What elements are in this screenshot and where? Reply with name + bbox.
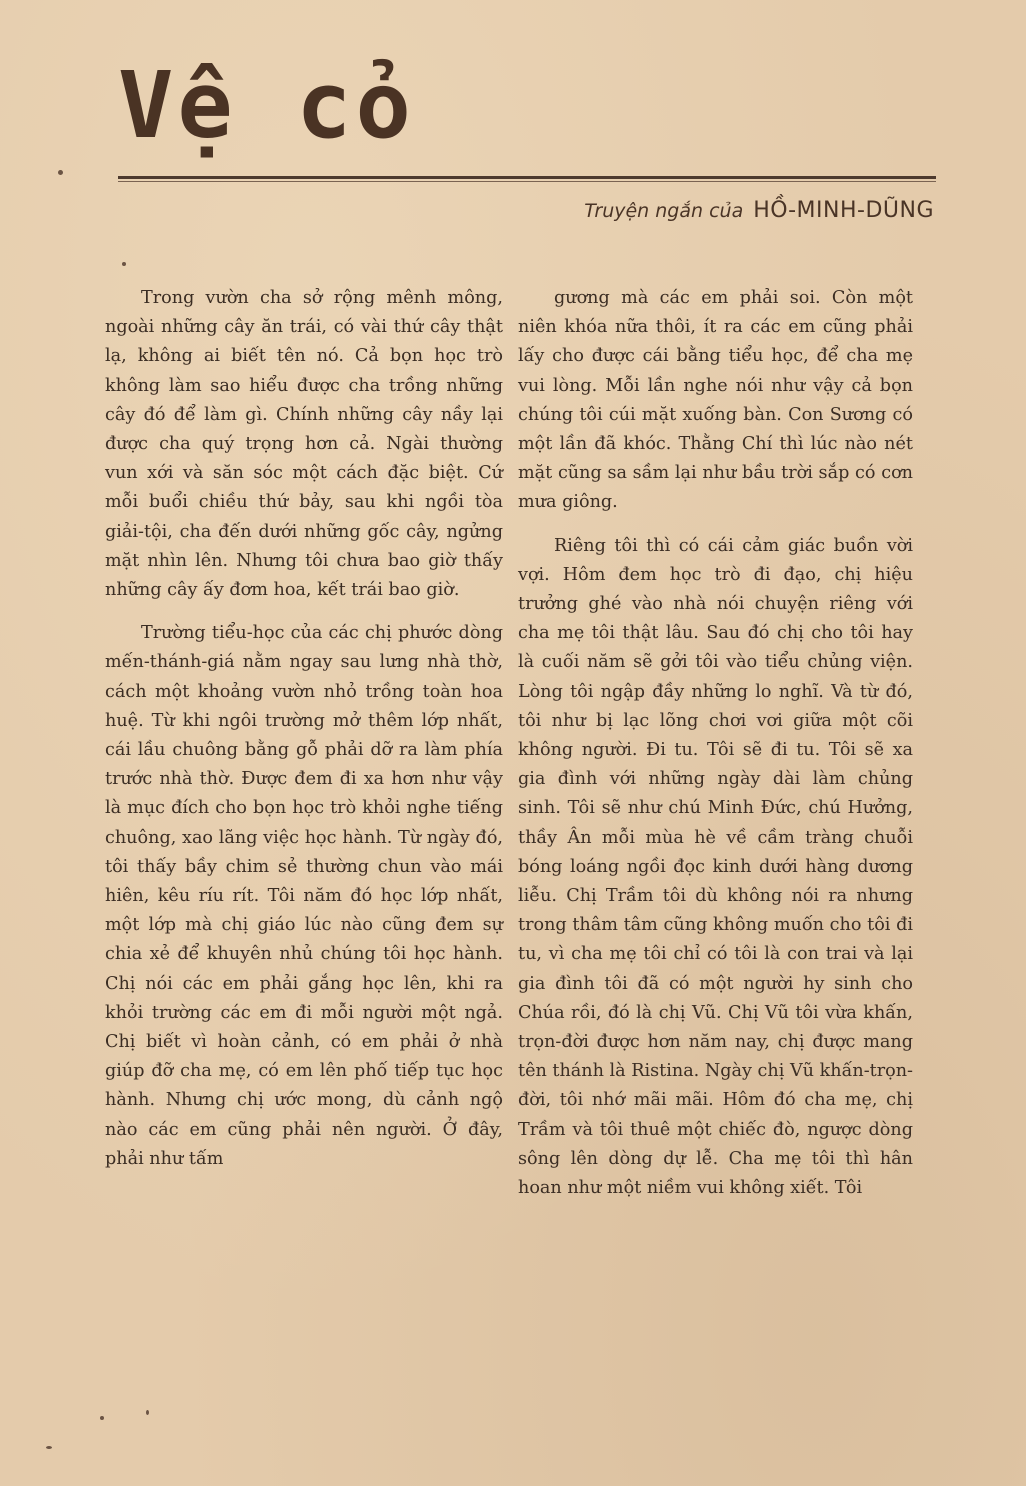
story-title: Vệ cỏ (118, 52, 415, 159)
paragraph: gương mà các em phải soi. Còn một niên khóa nữa thôi, ít ra các em cũng phải lấy cho được cái bằng tiểu học, để cha mẹ vui lòng. Mỗi lần nghe nói như vậy cả bọn chúng tôi cúi mặt xuống bàn. Con Sương có một lần đã khóc. Thằng Chí thì lúc nào nét mặt cũng sa sầm lại như bầu trời sắp có cơn mưa giông. (518, 288, 913, 513)
byline-prefix: Truyện ngắn của (584, 200, 744, 222)
paper-speck (146, 1410, 149, 1415)
paragraph: Riêng tôi thì có cái cảm giác buồn vời vợi. Hôm đem học trò đi đạo, chị hiệu trưởng ghé vào nhà nói chuyện riêng với cha mẹ tôi thật lâu. Sau đó chị cho tôi hay là cuối năm sẽ gởi tôi vào tiểu chủng viện. Lòng tôi ngập đầy những lo nghĩ. Và từ đó, tôi như bị lạc lõng chơi vơi giữa một cõi không người. Đi tu. Tôi sẽ đi tu. Tôi sẽ xa gia đình với những ngày dài làm chủng sinh. Tôi sẽ như chú Minh Đức, chú Hưởng, thầy Ân mỗi mùa hè về cầm tràng chuỗi bóng loáng ngồi đọc kinh dưới hàng dương liễu. Chị Trầm tôi dù không nói ra nhưng trong thâm tâm cũng không muốn cho tôi đi tu, vì cha mẹ tôi chỉ có tôi là con trai và lại gia đình tôi đã có một người hy sinh cho Chúa rồi, đó là chị Vũ. Chị Vũ tôi vừa khấn, trọn-đời được hơn năm nay, chị được mang tên thánh là Ristina. Ngày chị Vũ khấn-trọn-đời, tôi nhớ mãi mãi. Hôm đó cha mẹ, chị Trầm và tôi thuê một chiếc đò, ngược dòng sông lên dòng dự lễ. Cha mẹ tôi thì hân hoan như một niềm vui không xiết. Tôi (518, 535, 913, 1199)
paper-speck (46, 1446, 52, 1449)
paragraph: Trong vườn cha sở rộng mênh mông, ngoài những cây ăn trái, có vài thứ cây thật lạ, không ai biết tên nó. Cả bọn học trò không làm sao hiểu được cha trồng những cây đó để làm gì. Chính những cây nầy lại được cha quý trọng hơn cả. Ngài thường vun xới và săn sóc một cách đặc biệt. Cứ mỗi buổi chiều thứ bảy, sau khi ngồi tòa giải-tội, cha đến dưới những gốc cây, ngửng mặt nhìn lên. Nhưng tôi chưa bao giờ thấy những cây ấy đơm hoa, kết trái bao giờ. (105, 288, 503, 601)
title-rule-thin (118, 181, 936, 182)
title-rule (118, 176, 936, 179)
text-column-left (105, 284, 503, 1174)
text-column-right (518, 284, 913, 1203)
paper-speck (100, 1416, 104, 1420)
paper-speck (58, 170, 63, 175)
byline (584, 198, 934, 223)
paper-speck (122, 262, 126, 266)
paragraph: Trường tiểu-học của các chị phước dòng mến-thánh-giá nằm ngay sau lưng nhà thờ, cách một khoảng vườn nhỏ trồng toàn hoa huệ. Từ khi ngôi trường mở thêm lớp nhất, cái lầu chuông bằng gỗ phải dỡ ra làm phía trước nhà thờ. Được đem đi xa hơn như vậy là mục đích cho bọn học trò khỏi nghe tiếng chuông, xao lãng việc học hành. Từ ngày đó, tôi thấy bầy chim sẻ thường chun vào mái hiên, kêu ríu rít. Tôi năm đó học lớp nhất, một lớp mà chị giáo lúc nào cũng đem sự chia xẻ để khuyên nhủ chúng tôi học hành. Chị nói các em phải gắng học lên, khi ra khỏi trường các em đi mỗi người một ngả. Chị biết vì hoàn cảnh, có em phải ở nhà giúp đỡ cha mẹ, có em lên phố tiếp tục học hành. Nhưng chị ước mong, dù cảnh ngộ nào các em cũng phải nên người. Ở đây, phải như tấm (105, 623, 503, 1169)
author-name: HỒ-MINH-DŨNG (753, 198, 934, 223)
